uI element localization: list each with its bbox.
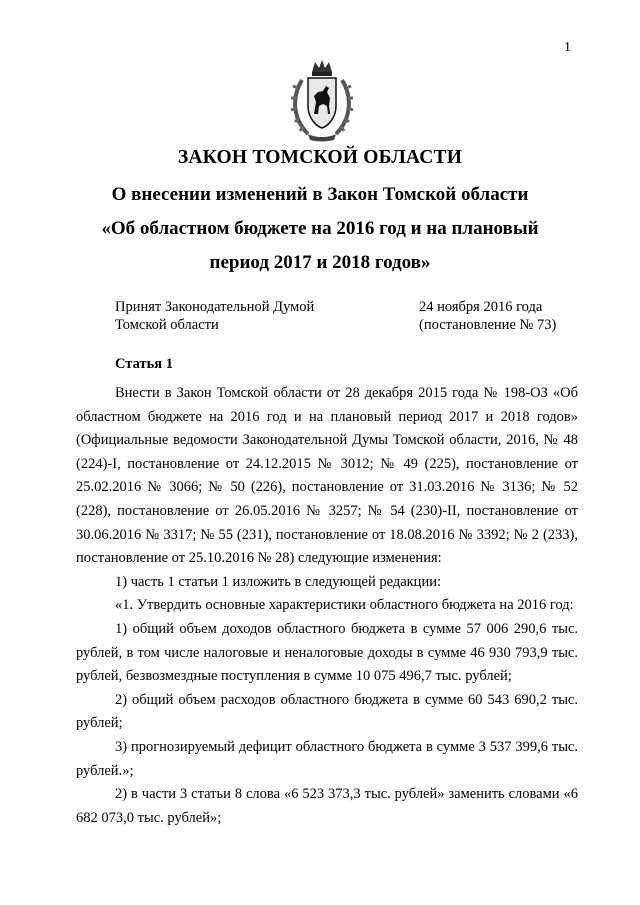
law-subtitle-line-2: «Об областном бюджете на 2016 год и на плановый	[101, 218, 539, 239]
adoption-date: 24 ноября 2016 года	[419, 299, 543, 315]
paragraph: 1) общий объем доходов областного бюджета в сумме 57 006 290,6 тыс. рублей, в том числе налоговые и неналоговые доходы в сумме 46 930 793,9 тыс. рублей, безвозмездные поступления в сумме 10 075 496,7 тыс. рублей;	[76, 620, 578, 685]
paragraph: Внести в Закон Томской области от 28 декабря 2015 года № 198-ОЗ «Об областном бюджете на 2016 год и на плановый период 2017 и 2018 годов» (Официальные ведомости Законодательной Думы Томской области, 2016, № 48 (224)-I, постановление от 24.12.2015 № 3012; № 49 (225), постановление от 25.02.2016 № 3066; № 50 (226), постановление от 31.03.2016 № 3136; № 52 (228), постановление от 26.05.2016 № 3257; № 54 (230)-II, постановление от 30.06.2016 № 3317; № 55 (231), постановление от 18.08.2016 № 3392; № 2 (233), постановление от 25.10.2016 № 28) следующие изменения:	[76, 385, 578, 567]
tomsk-coat-of-arms-icon	[290, 58, 354, 142]
law-subtitle-line-1: О внесении изменений в Закон Томской области	[111, 184, 529, 205]
law-subtitle-line-3: период 2017 и 2018 годов»	[209, 252, 431, 273]
paragraph: 2) в части 3 статьи 8 слова «6 523 373,3 тыс. рублей» заменить словами «6 682 073,0 тыс. рублей»;	[76, 786, 578, 826]
paragraph: «1. Утвердить основные характеристики областного бюджета на 2016 год:	[115, 597, 574, 614]
paragraph: 2) общий объем расходов областного бюджета в сумме 60 543 690,2 тыс. рублей;	[76, 691, 578, 732]
title-block	[0, 144, 640, 280]
paragraph: 1) часть 1 статьи 1 изложить в следующей редакции:	[115, 573, 441, 590]
page-number: 1	[564, 40, 571, 55]
paragraph: 3) прогнозируемый дефицит областного бюджета в сумме 3 537 399,6 тыс. рублей.»;	[76, 738, 578, 779]
adopted-line-2: Томской области	[115, 317, 219, 333]
adoption-date-info	[419, 298, 556, 334]
adopted-by	[115, 298, 314, 334]
resolution-number: (постановление № 73)	[419, 317, 557, 333]
adopted-line-1: Принят Законодательной Думой	[115, 299, 315, 315]
article-body	[76, 382, 578, 830]
law-title: ЗАКОН ТОМСКОЙ ОБЛАСТИ	[177, 147, 463, 168]
article-heading: Статья 1	[115, 356, 173, 372]
